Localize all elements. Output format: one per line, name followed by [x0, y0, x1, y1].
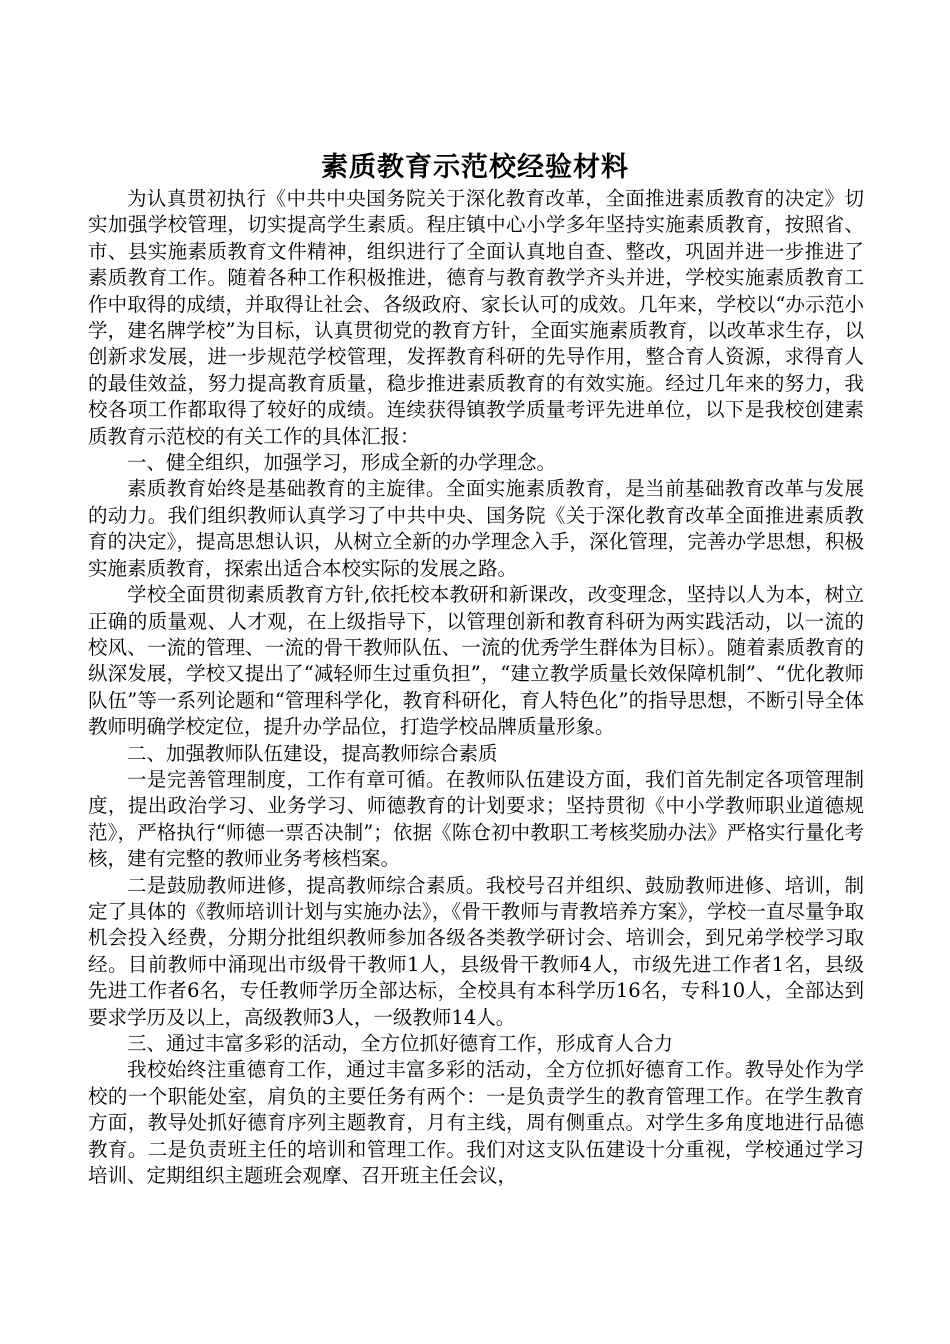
paragraph-section-2-a: 一是完善管理制度，工作有章可循。在教师队伍建设方面，我们首先制定各项管理制度，提出政治学习、业务学习、师德教育的计划要求；坚持贯彻《中小学教师职业道德规范》，严格执行“师德一票否决制”；依据《陈仓初中教职工考核奖励办法》严格实行量化考核，建有完整的教师业务考核档案。: [88, 767, 864, 871]
document-body: [88, 186, 864, 1189]
section-heading-1: 一、健全组织，加强学习，形成全新的办学理念。: [127, 451, 557, 475]
paragraph-intro: 为认真贯初执行《中共中央国务院关于深化教育改革，全面推进素质教育的决定》切实加强学校管理，切实提高学生素质。程庄镇中心小学多年坚持实施素质教育，按照省、市、县实施素质教育文件精神，组织进行了全面认真地自查、整改，巩固并进一步推进了素质教育工作。随着各种工作积极推进，德育与教育教学齐头并进，学校实施素质教育工作中取得的成绩，并取得让社会、各级政府、家长认可的成效。几年来，学校以“办示范小学，建名牌学校”为目标，认真贯彻党的教育方针，全面实施素质教育，以改革求生存，以创新求发展，进一步规范学校管理，发挥教育科研的先导作用，整合育人资源，求得育人的最佳效益，努力提高教育质量，稳步推进素质教育的有效实施。经过几年来的努力，我校各项工作都取得了较好的成绩。连续获得镇教学质量考评先进单位，以下是我校创建素质教育示范校的有关工作的具体汇报：: [88, 187, 864, 448]
document-title: 素质教育示范校经验材料: [321, 152, 629, 184]
section-heading-2: 二、加强教师队伍建设，提高教师综合素质: [127, 741, 498, 765]
paragraph-section-1-a: 素质教育始终是基础教育的主旋律。全面实施素质教育，是当前基础教育改革与发展的动力。我们组织教师认真学习了中共中央、国务院《关于深化教育改革全面推进素质教育的决定》，提高思想认识，从树立全新的办学理念入手，深化管理，完善办学思想，积极实施素质教育，探索出适合本校实际的发展之路。: [88, 477, 864, 580]
paragraph-section-2-b: 二是鼓励教师进修，提高教师综合素质。我校号召并组织、鼓励教师进修、培训，制定了具体的《教师培训计划与实施办法》，《骨干教师与青教培养方案》，学校一直尽量争取机会投入经费，分期分批组织教师参加各级各类教学研讨会、培训会，到兄弟学校学习取经。目前教师中涌现出市级骨干教师1人，县级骨干教师4人，市级先进工作者1名，县级先进工作者6名，专任教师学历全部达标，全校具有本科学历16名，专科10人，全部达到要求学历及以上，高级教师3人，一级教师14人。: [88, 873, 864, 1029]
section-heading-3: 三、通过丰富多彩的活动，全方位抓好德育工作，形成育人合力: [127, 1032, 674, 1055]
paragraph-section-3-a: 我校始终注重德育工作，通过丰富多彩的活动，全方位抓好德育工作。教导处作为学校的一个职能处室，肩负的主要任务有两个：一是负责学生的教育管理工作。在学生教育方面，教导处抓好德育序列主题教育，月有主线，周有侧重点。对学生多角度地进行品德教育。二是负责班主任的培训和管理工作。我们对这支队伍建设十分重视，学校通过学习培训、定期组织主题班会观摩、召开班主任会议，: [88, 1058, 864, 1188]
paragraph-section-1-b: 学校全面贯彻素质教育方针,依托校本教研和新课改，改变理念，坚持以人为本，树立正确的质量观、人才观，在上级指导下，以管理创新和教育科研为两实践活动，以一流的校风、一流的管理、一流的骨干教师队伍、一流的优秀学生群体为目标）。随着素质教育的纵深发展，学校又提出了“减轻师生过重负担”，“建立教学质量长效保障机制”、“优化教师队伍”等一系列论题和“管理科学化，教育科研化，育人特色化”的指导思想，不断引导全体教师明确学校定位，提升办学品位，打造学校品牌质量形象。: [88, 583, 864, 739]
